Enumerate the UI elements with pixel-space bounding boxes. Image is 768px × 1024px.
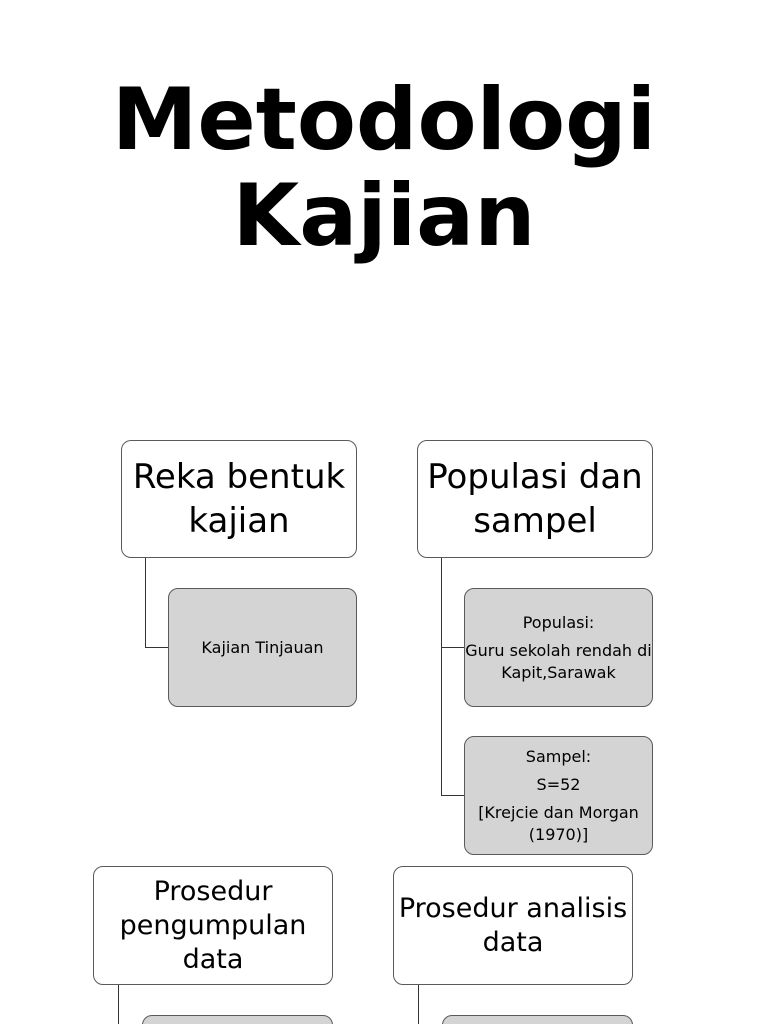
page-title — [0, 72, 768, 264]
item-populasi-detail: Guru sekolah rendah di Kapit,Sarawak — [465, 640, 652, 682]
heading-box-prosedur-analisis — [393, 866, 633, 985]
heading-prosedur-analisis-label: Prosedur analisis data — [398, 892, 628, 958]
heading-reka-bentuk-label: Reka bentuk kajian — [132, 457, 346, 541]
item-sampel-detail: S=52 — [536, 774, 581, 794]
connector-sampel-horizontal — [441, 795, 465, 796]
connector-reka-bentuk-vertical — [145, 558, 146, 648]
title-line-2: Kajian — [232, 166, 536, 266]
item-box-analisis-partial — [442, 1015, 633, 1024]
connector-pengumpulan-vertical — [118, 985, 119, 1024]
heading-box-reka-bentuk — [121, 440, 357, 558]
item-populasi-label: Populasi: — [522, 612, 595, 632]
connector-populasi-vertical — [441, 558, 442, 796]
item-box-kajian-tinjauan — [168, 588, 357, 707]
item-sampel-label: Sampel: — [525, 746, 592, 766]
heading-populasi-sampel-label: Populasi dan sampel — [427, 457, 643, 541]
item-box-sampel — [464, 736, 653, 855]
heading-box-populasi-sampel — [417, 440, 653, 558]
item-box-populasi — [464, 588, 653, 707]
heading-prosedur-pengumpulan-label: Prosedur pengumpulan data — [119, 875, 307, 975]
connector-analisis-vertical — [418, 985, 419, 1024]
item-sampel-note: [Krejcie dan Morgan (1970)] — [478, 802, 639, 844]
connector-reka-bentuk-horizontal — [145, 647, 169, 648]
heading-box-prosedur-pengumpulan — [93, 866, 333, 985]
title-line-1: Metodologi — [111, 70, 657, 170]
item-kajian-tinjauan-text: Kajian Tinjauan — [201, 637, 324, 657]
item-box-pengumpulan-partial — [142, 1015, 333, 1024]
connector-populasi-horizontal — [441, 647, 465, 648]
